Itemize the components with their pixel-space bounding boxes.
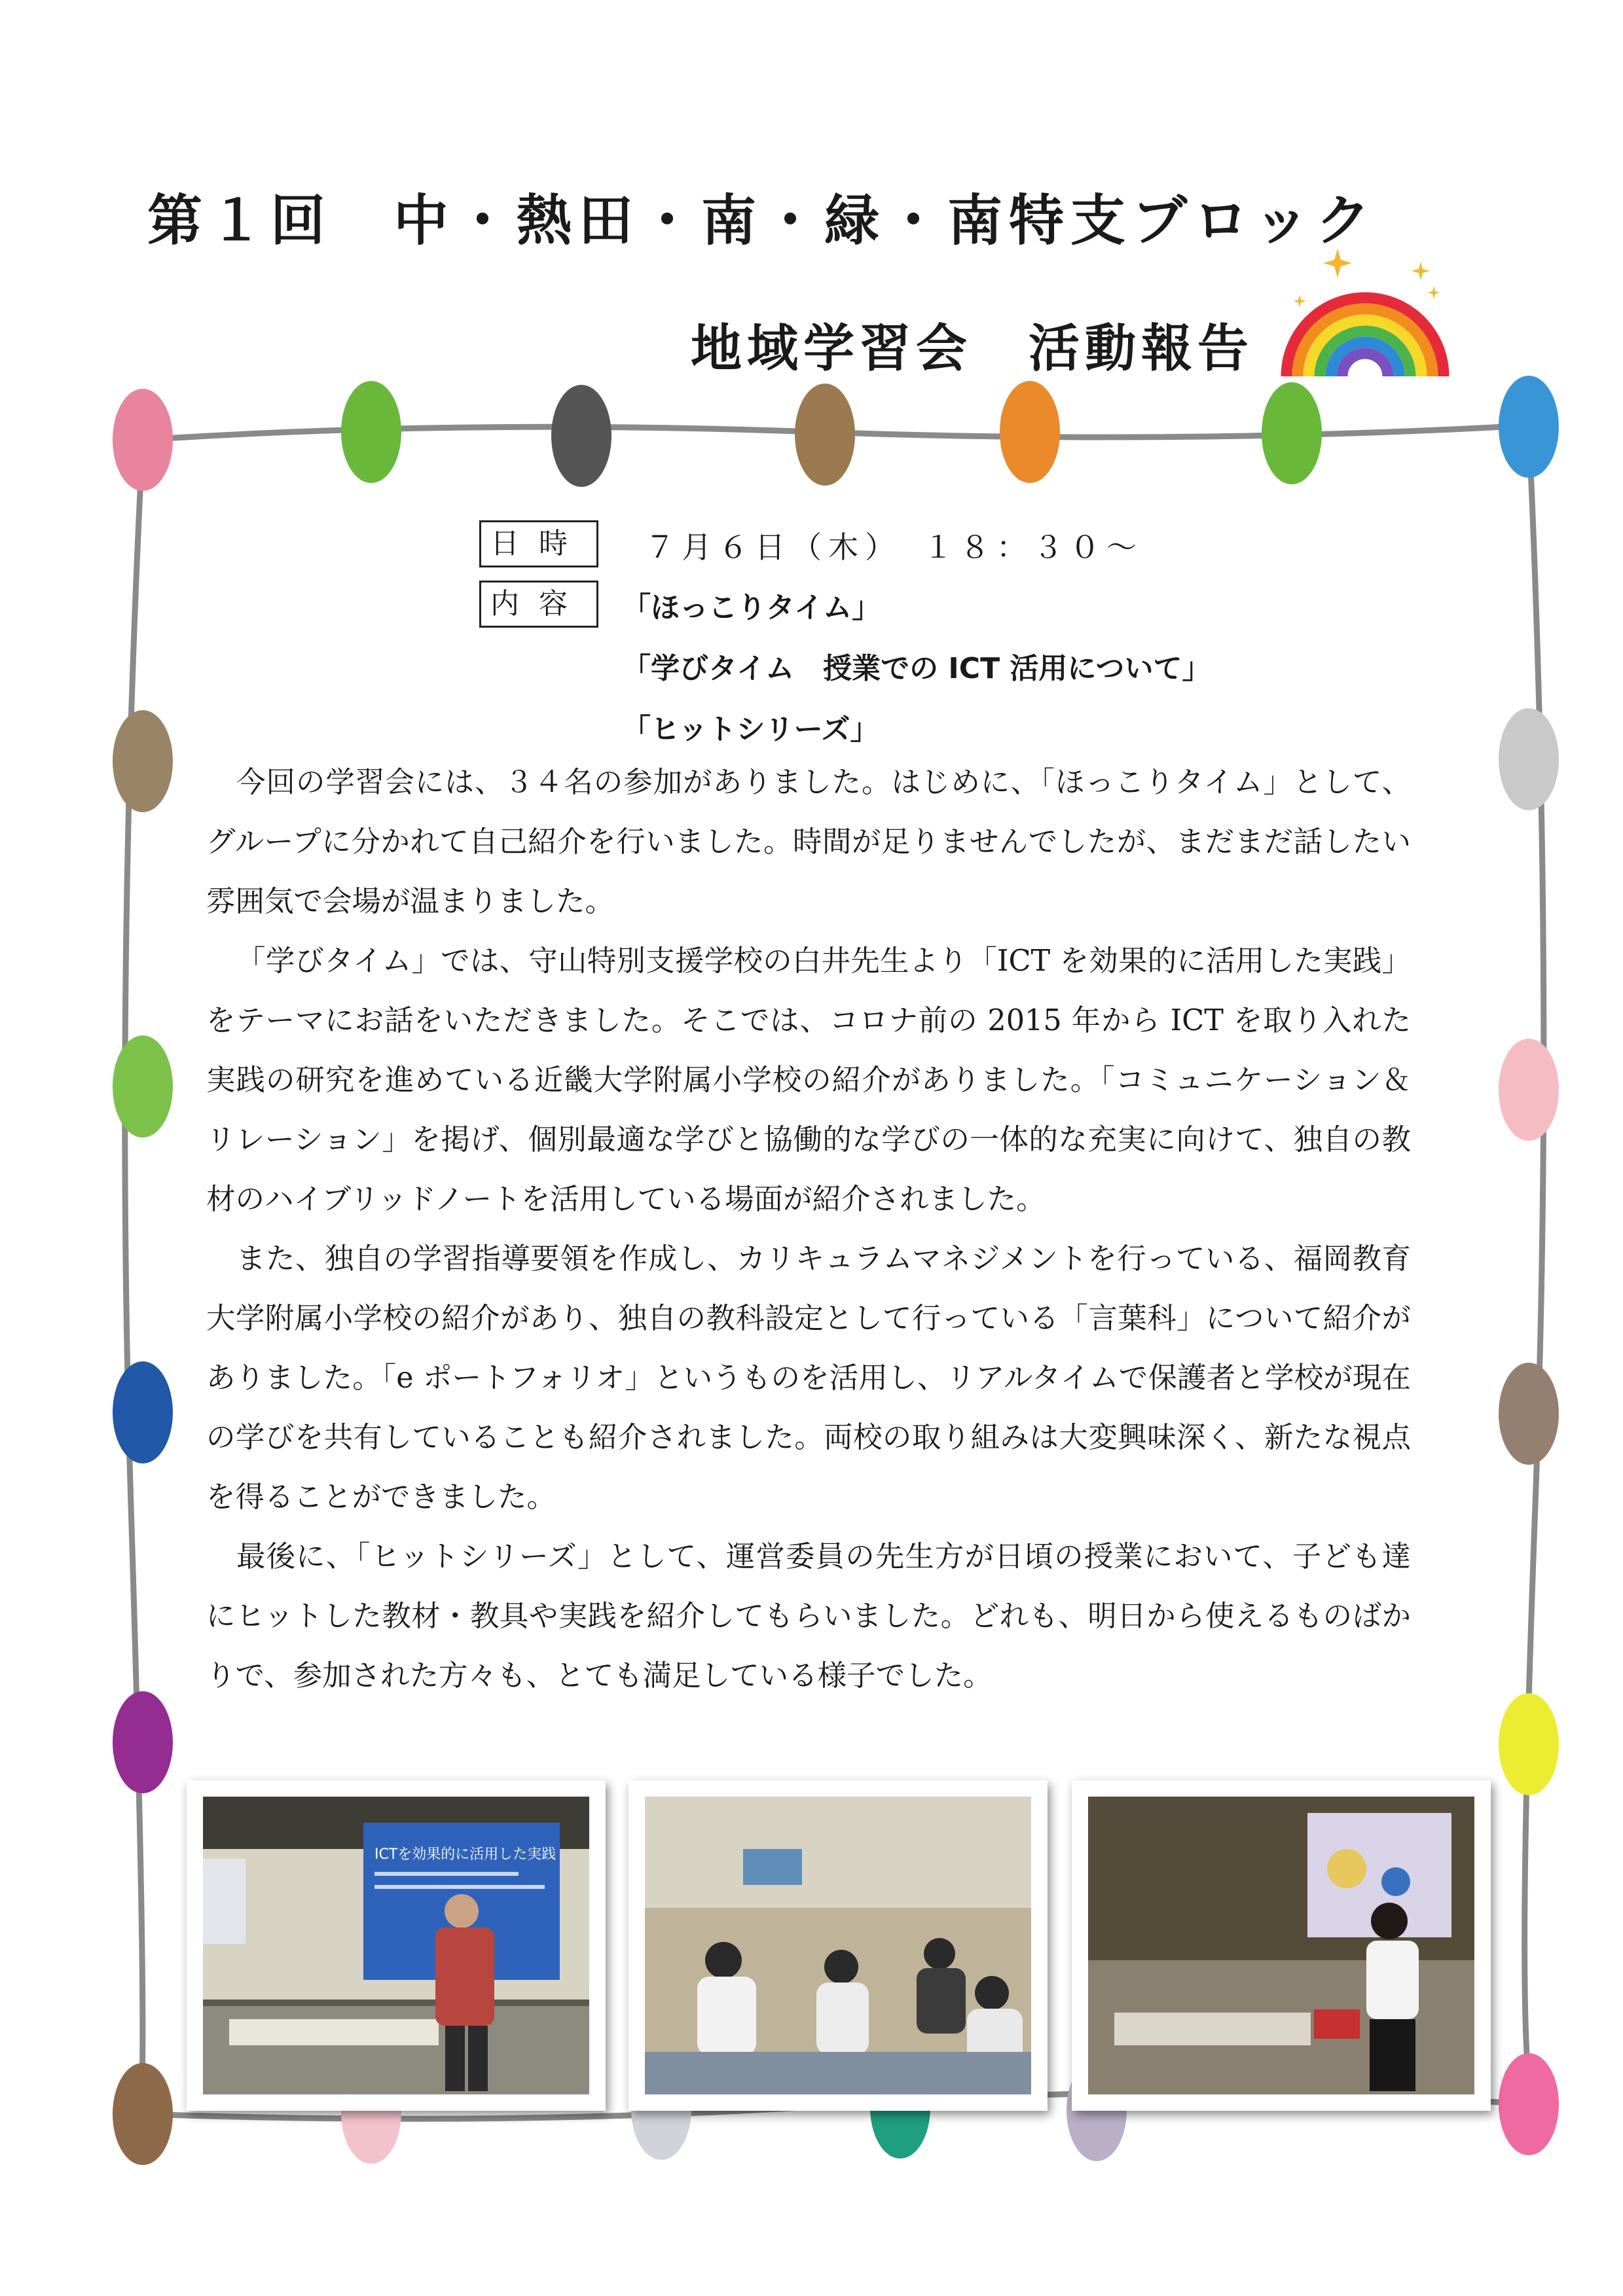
light-bulb xyxy=(1499,708,1559,810)
light-bulb xyxy=(1499,1039,1559,1141)
body-paragraph: 最後に、「ヒットシリーズ」として、運営委員の先生方が日頃の授業において、子ども達にヒットした教材・教具や実践を紹介してもらいました。どれも、明日から使えるものばかりで、参加された方々も、とても満足している様子でした。 xyxy=(206,1540,1411,1693)
light-bulb xyxy=(341,381,401,483)
light-bulb xyxy=(113,2063,173,2165)
light-bulb xyxy=(113,710,173,812)
content-item: 「学びタイム 授業での ICT 活用について」 xyxy=(622,652,1211,685)
content-item: 「ヒットシリーズ」 xyxy=(622,713,879,746)
report-title-line1: 第１回 中・熱田・南・緑・南特支ブロック xyxy=(147,188,1377,253)
light-bulb xyxy=(113,389,173,491)
body-paragraph: 「学びタイム」では、守山特別支援学校の白井先生より「ICT を効果的に活用した実践」をテーマにお話をいただきました。そこでは、コロナ前の 2015 年から ICT を取り入れた実践の研究を進めている近畿大学附属小学校の紹介がありました。「コミュニケーション＆リレーション」を掲げ、個別最適な学びと協働的な学びの一体的な充実に向けて、独自の教材のハイブリッドノートを活用している場面が紹介されました。 xyxy=(206,944,1411,1216)
light-bulb xyxy=(795,384,855,486)
slide-title: ICTを効果的に活用した実践 xyxy=(374,1846,556,1863)
light-bulb xyxy=(113,1691,173,1793)
photo-speaker-woman xyxy=(1072,1780,1491,2111)
report-title-line2: 地域学習会 活動報告 xyxy=(691,319,1254,378)
photo-audience xyxy=(629,1780,1048,2111)
light-bulb xyxy=(551,385,611,487)
light-bulb xyxy=(1499,376,1559,478)
body-paragraph: 今回の学習会には、３４名の参加がありました。はじめに、「ほっこりタイム」として、グループに分かれて自己紹介を行いました。時間が足りませんでしたが、まだまだ話したい雰囲気で会場が温まりました。 xyxy=(206,766,1411,918)
content-label: 内容 xyxy=(479,581,598,628)
date-value: ７月６日（木） １８：３０～ xyxy=(645,529,1143,565)
report-body xyxy=(206,753,1411,1706)
light-bulb xyxy=(113,1361,173,1463)
light-bulb xyxy=(113,1035,173,1138)
photo-presenter-slide xyxy=(187,1780,606,2111)
light-bulb xyxy=(1499,1693,1559,1795)
body-paragraph: また、独自の学習指導要領を作成し、カリキュラムマネジメントを行っている、福岡教育大学附属小学校の紹介があり、独自の教科設定として行っている「言葉科」について紹介がありました。「e ポートフォリオ」というものを活用し、リアルタイムで保護者と学校が現在の学びを共有していることも紹介されました。両校の取り組みは大変興味深く、新たな視点を得ることができました。 xyxy=(206,1242,1411,1514)
light-bulb xyxy=(1499,1363,1559,1465)
content-item: 「ほっこりタイム」 xyxy=(622,591,881,624)
rainbow-illustration xyxy=(1280,245,1450,383)
light-bulb xyxy=(1262,382,1322,484)
light-bulb xyxy=(1000,381,1060,483)
light-bulb xyxy=(1499,2053,1559,2155)
date-label: 日時 xyxy=(479,520,598,567)
